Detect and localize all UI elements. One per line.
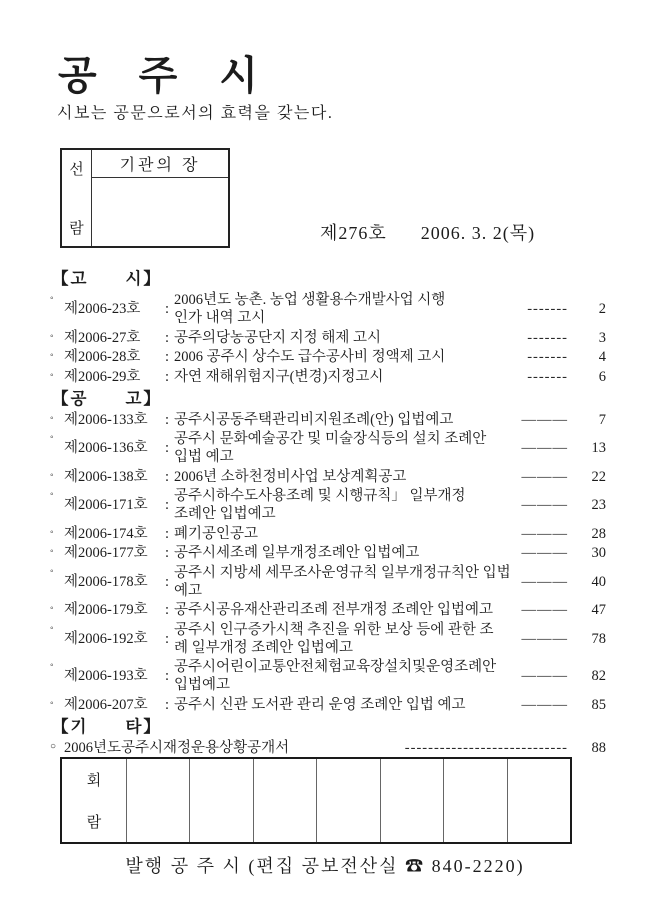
- issue-line: [320, 219, 535, 245]
- circulation-cell: [507, 759, 570, 842]
- circulation-cell: [189, 759, 252, 842]
- seal-side-char-bottom: 람: [69, 221, 84, 237]
- item-page-number: 78: [591, 630, 606, 647]
- item-colon: :: [164, 301, 170, 317]
- item-bullet-icon: ◦: [50, 412, 54, 424]
- item-colon: :: [164, 329, 170, 346]
- item-number: 제2006-27호: [64, 329, 141, 346]
- item-title: [174, 564, 518, 600]
- toc-item: [48, 291, 606, 327]
- item-title: [174, 368, 523, 386]
- seal-side-char-top: 선: [69, 162, 84, 178]
- item-title-line: 자연 재해위험지구(변경)지정고시: [174, 368, 384, 385]
- item-title-line: 2006년도 농촌. 농업 생활용수개발사업 시행: [174, 292, 446, 308]
- item-page-number: 22: [591, 468, 606, 485]
- item-colon: :: [164, 573, 170, 590]
- item-number: 제2006-207호: [64, 696, 148, 713]
- item-number: 제2006-177호: [64, 545, 148, 561]
- toc-item: [48, 368, 606, 386]
- item-bullet-icon: ◦: [50, 369, 54, 381]
- item-colon: :: [164, 468, 170, 485]
- toc-section-header: 【기 타】: [52, 716, 162, 736]
- toc-item: [48, 468, 606, 486]
- item-title-line: 공주시세조례 일부개정조례안 입법예고: [174, 545, 420, 561]
- item-title: [174, 696, 518, 714]
- toc-item: [48, 739, 606, 757]
- item-number: 제2006-138호: [64, 468, 148, 485]
- item-number: 제2006-193호: [64, 668, 148, 684]
- item-colon: :: [164, 368, 170, 385]
- item-title: [174, 658, 518, 694]
- item-number: 제2006-136호: [64, 440, 148, 456]
- item-bullet-icon: ◦: [50, 432, 54, 443]
- item-colon: :: [164, 525, 170, 542]
- item-leader: -------: [527, 329, 568, 346]
- item-number: 제2006-174호: [64, 525, 148, 542]
- item-bullet-icon: ◦: [50, 469, 54, 481]
- item-bullet-icon: ◦: [50, 697, 54, 709]
- item-title: [64, 739, 401, 757]
- item-leader: ———: [521, 602, 568, 618]
- item-number: 제2006-23호: [64, 301, 141, 317]
- item-bullet-icon: ◦: [50, 660, 54, 671]
- circulation-cell: [316, 759, 379, 842]
- item-number: 제2006-171호: [64, 497, 148, 513]
- item-number: 제2006-133호: [64, 411, 148, 428]
- item-title-line: 공주시 신관 도서관 관리 운영 조례안 입법 예고: [174, 696, 466, 713]
- item-title-line: 2006년 소하천정비사업 보상계획공고: [174, 468, 407, 485]
- item-title-line: 2006 공주시 상수도 급수공사비 정액제 고시: [174, 349, 446, 365]
- toc-item: [48, 564, 606, 600]
- item-bullet-icon: ◦: [50, 293, 54, 304]
- circulation-side-char-bottom: 람: [86, 815, 102, 831]
- item-page-number: 2: [598, 301, 606, 317]
- item-leader: ———: [521, 440, 568, 456]
- circulation-cell: [253, 759, 316, 842]
- issue-number: 제276호: [320, 223, 387, 243]
- item-title-line: 례 일부개정 조례안 입법예고: [174, 639, 353, 656]
- item-title-line: 폐기공인공고: [174, 525, 259, 542]
- item-title-line: 2006년도공주시재정운용상황공개서: [64, 739, 290, 756]
- toc-item: [48, 487, 606, 523]
- item-colon: :: [164, 497, 170, 513]
- item-leader: ———: [521, 497, 568, 513]
- item-page-number: 4: [598, 349, 606, 365]
- toc-item: [48, 348, 606, 366]
- item-page-number: 85: [591, 696, 606, 713]
- toc-item: [48, 696, 606, 714]
- item-title-line: 공주시 지방세 세무조사운영규칙 일부개정규칙안 입법예고: [174, 564, 511, 599]
- item-colon: :: [164, 545, 170, 561]
- item-title-line: 공주시 문화예술공간 및 미술장식등의 설치 조례안: [174, 431, 487, 447]
- item-title: [174, 411, 518, 429]
- item-title: [174, 621, 518, 657]
- toc-section: [48, 389, 606, 714]
- toc-item: [48, 525, 606, 543]
- item-leader: -------: [527, 349, 568, 365]
- item-page-number: 13: [591, 440, 606, 456]
- circulation-cell: [443, 759, 506, 842]
- item-title: [174, 601, 518, 619]
- circulation-cell: [380, 759, 443, 842]
- item-title: [174, 468, 518, 486]
- toc-item: [48, 544, 606, 562]
- item-colon: :: [164, 696, 170, 713]
- item-page-number: 30: [591, 545, 606, 561]
- toc-item: [48, 430, 606, 466]
- item-title-line: 공주의당농공단지 지정 해제 고시: [174, 329, 381, 346]
- item-number: 제2006-179호: [64, 602, 148, 618]
- item-title-line: 공주시하수도사용조례 및 시행규칙」 일부개정: [174, 488, 466, 504]
- toc-item: [48, 329, 606, 347]
- item-colon: :: [164, 411, 170, 428]
- item-title: [174, 430, 518, 466]
- toc-item: [48, 601, 606, 619]
- item-page-number: 3: [598, 329, 606, 346]
- item-page-number: 7: [598, 411, 606, 428]
- toc: [48, 266, 606, 758]
- item-leader: ———: [521, 668, 568, 684]
- item-title: [174, 487, 518, 523]
- item-bullet-icon: ◦: [50, 622, 54, 634]
- toc-section-header: 【고 시】: [52, 269, 162, 288]
- item-page-number: 6: [598, 368, 606, 385]
- item-title-line: 공주시공유재산관리조례 전부개정 조례안 입법예고: [174, 602, 494, 618]
- item-page-number: 82: [591, 668, 606, 684]
- circulation-cell: [126, 759, 189, 842]
- item-leader: ———: [521, 468, 568, 485]
- item-bullet-icon: ○: [50, 740, 57, 752]
- item-bullet-icon: ◦: [50, 526, 54, 538]
- item-leader: ———: [521, 696, 568, 713]
- seal-box-header: 기관의 장: [92, 150, 228, 178]
- item-colon: :: [164, 440, 170, 456]
- item-page-number: 47: [591, 602, 606, 618]
- item-bullet-icon: ◦: [50, 603, 54, 614]
- item-page-number: 23: [591, 497, 606, 513]
- item-title-line: 인가 내역 고시: [174, 310, 266, 326]
- item-page-number: 40: [591, 573, 606, 590]
- item-number: 제2006-192호: [64, 630, 148, 647]
- item-page-number: 88: [591, 739, 606, 756]
- item-leader: ———: [521, 545, 568, 561]
- item-title: [174, 329, 523, 347]
- seal-box-side-label: [62, 150, 92, 246]
- toc-item: [48, 658, 606, 694]
- seal-box: [60, 148, 230, 248]
- item-page-number: 28: [591, 525, 606, 542]
- item-title-line: 공주시공동주택관리비지원조례(안) 입법예고: [174, 411, 454, 428]
- page-footer: 발행 공 주 시 (편집 공보전산실 ☎ 840-2220): [125, 856, 525, 876]
- item-bullet-icon: ◦: [50, 565, 54, 577]
- item-leader: ———: [521, 525, 568, 542]
- item-title-line: 입법 예고: [174, 449, 234, 465]
- toc-section-header: 【공 고】: [52, 388, 162, 408]
- toc-item: [48, 411, 606, 429]
- item-leader: -------: [527, 301, 568, 317]
- circulation-box: [60, 757, 572, 844]
- item-title-line: 공주시 인구증가시책 추진을 위한 보상 등에 관한 조: [174, 621, 494, 638]
- toc-item: [48, 621, 606, 657]
- item-leader: ----------------------------: [404, 739, 568, 756]
- item-number: 제2006-178호: [64, 573, 148, 590]
- circulation-side-label: [62, 759, 126, 842]
- item-title-line: 공주시어린이교통안전체험교육장설치및운영조례안: [174, 659, 497, 675]
- item-title: [174, 291, 523, 327]
- seal-box-empty-area: [92, 178, 228, 246]
- toc-section: [48, 269, 606, 386]
- toc-section: [48, 717, 606, 757]
- item-bullet-icon: ◦: [50, 330, 54, 342]
- page-subtitle: 시보는 공문으로서의 효력을 갖는다.: [57, 105, 334, 122]
- circulation-side-char-top: 회: [86, 773, 102, 789]
- item-leader: ———: [521, 411, 568, 428]
- issue-date: 2006. 3. 2(목): [420, 223, 536, 243]
- item-title: [174, 525, 518, 543]
- seal-box-main: [92, 150, 228, 246]
- item-bullet-icon: ◦: [50, 489, 54, 500]
- item-bullet-icon: ◦: [50, 350, 54, 361]
- item-leader: -------: [527, 368, 568, 385]
- item-number: 제2006-29호: [64, 368, 141, 385]
- page-title: 공 주 시: [58, 53, 274, 98]
- item-leader: ———: [521, 573, 568, 590]
- item-title-line: 조례안 입법예고: [174, 506, 276, 522]
- item-colon: :: [164, 602, 170, 618]
- item-colon: :: [164, 349, 170, 365]
- item-bullet-icon: ◦: [50, 546, 54, 557]
- item-title-line: 입법예고: [174, 677, 231, 693]
- item-colon: :: [164, 630, 170, 647]
- item-title: [174, 544, 518, 562]
- item-colon: :: [164, 668, 170, 684]
- item-number: 제2006-28호: [64, 349, 141, 365]
- item-leader: ———: [521, 630, 568, 647]
- item-title: [174, 348, 523, 366]
